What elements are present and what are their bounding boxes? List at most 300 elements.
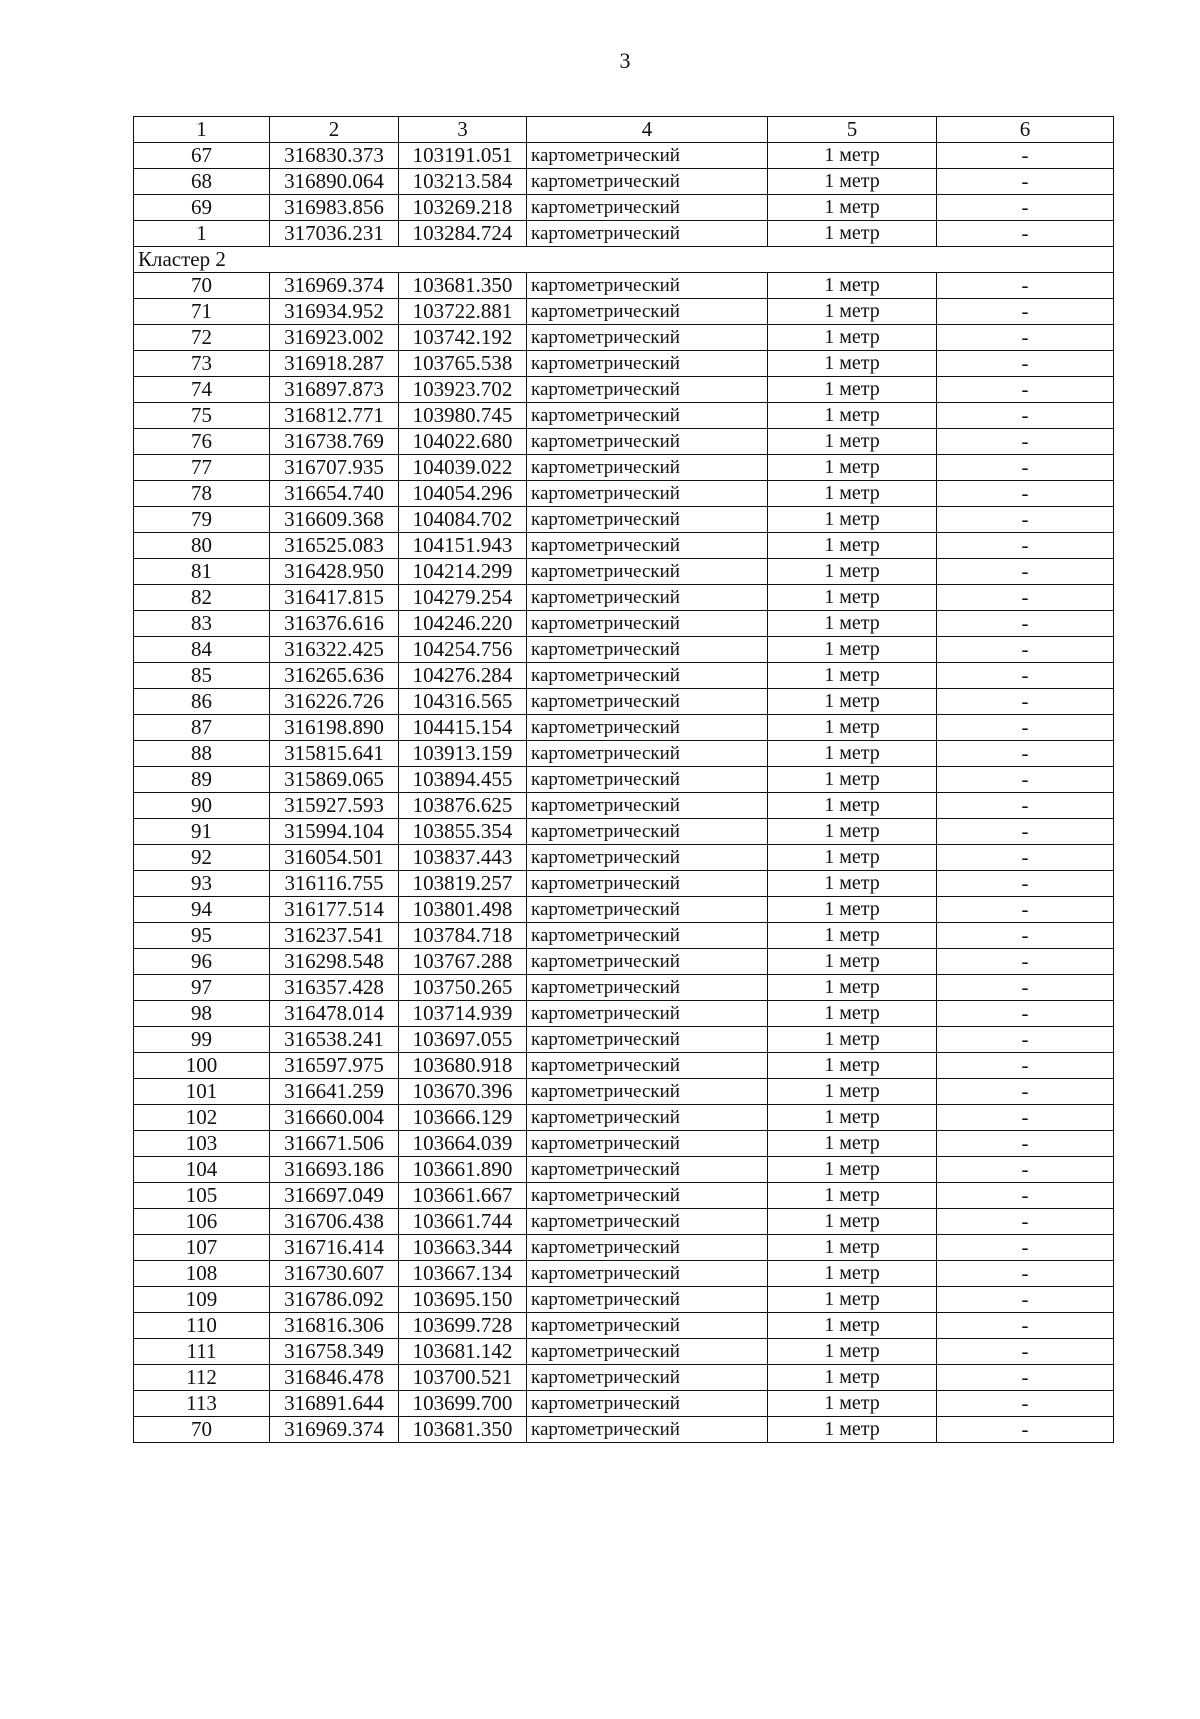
x-coordinate-cell: 316322.425: [270, 637, 399, 663]
method-cell: картометрический: [527, 1235, 768, 1261]
y-coordinate-cell: 103750.265: [399, 975, 527, 1001]
point-number-cell: 70: [134, 1417, 270, 1443]
method-cell: картометрический: [527, 1105, 768, 1131]
y-coordinate-cell: 103855.354: [399, 819, 527, 845]
point-number-cell: 89: [134, 767, 270, 793]
accuracy-cell: 1 метр: [768, 1287, 937, 1313]
header-cell-1: 1: [134, 117, 270, 143]
y-coordinate-cell: 103663.344: [399, 1235, 527, 1261]
note-cell: -: [937, 1027, 1114, 1053]
header-cell-2: 2: [270, 117, 399, 143]
table-row: [134, 403, 1114, 429]
method-cell: картометрический: [527, 689, 768, 715]
y-coordinate-cell: 103765.538: [399, 351, 527, 377]
table-row: [134, 299, 1114, 325]
note-cell: -: [937, 611, 1114, 637]
point-number-cell: 76: [134, 429, 270, 455]
y-coordinate-cell: 103913.159: [399, 741, 527, 767]
y-coordinate-cell: 103819.257: [399, 871, 527, 897]
accuracy-cell: 1 метр: [768, 481, 937, 507]
table-row: [134, 1287, 1114, 1313]
y-coordinate-cell: 103980.745: [399, 403, 527, 429]
accuracy-cell: 1 метр: [768, 507, 937, 533]
method-cell: картометрический: [527, 351, 768, 377]
header-cell-5: 5: [768, 117, 937, 143]
point-number-cell: 88: [134, 741, 270, 767]
table-row: [134, 1027, 1114, 1053]
accuracy-cell: 1 метр: [768, 1209, 937, 1235]
y-coordinate-cell: 104415.154: [399, 715, 527, 741]
note-cell: -: [937, 1079, 1114, 1105]
y-coordinate-cell: 103714.939: [399, 1001, 527, 1027]
table-row: [134, 195, 1114, 221]
x-coordinate-cell: 316934.952: [270, 299, 399, 325]
accuracy-cell: 1 метр: [768, 273, 937, 299]
method-cell: картометрический: [527, 403, 768, 429]
note-cell: -: [937, 1131, 1114, 1157]
note-cell: -: [937, 1313, 1114, 1339]
method-cell: картометрический: [527, 897, 768, 923]
note-cell: -: [937, 299, 1114, 325]
point-number-cell: 109: [134, 1287, 270, 1313]
table-row: [134, 351, 1114, 377]
x-coordinate-cell: 316265.636: [270, 663, 399, 689]
x-coordinate-cell: 316177.514: [270, 897, 399, 923]
table-row: [134, 1001, 1114, 1027]
point-number-cell: 77: [134, 455, 270, 481]
note-cell: -: [937, 741, 1114, 767]
point-number-cell: 103: [134, 1131, 270, 1157]
point-number-cell: 86: [134, 689, 270, 715]
header-cell-4: 4: [527, 117, 768, 143]
method-cell: картометрический: [527, 377, 768, 403]
note-cell: -: [937, 1209, 1114, 1235]
note-cell: -: [937, 325, 1114, 351]
accuracy-cell: 1 метр: [768, 533, 937, 559]
method-cell: картометрический: [527, 507, 768, 533]
y-coordinate-cell: 103681.142: [399, 1339, 527, 1365]
accuracy-cell: 1 метр: [768, 377, 937, 403]
x-coordinate-cell: 316730.607: [270, 1261, 399, 1287]
accuracy-cell: 1 метр: [768, 715, 937, 741]
y-coordinate-cell: 104039.022: [399, 455, 527, 481]
accuracy-cell: 1 метр: [768, 559, 937, 585]
point-number-cell: 93: [134, 871, 270, 897]
note-cell: -: [937, 923, 1114, 949]
point-number-cell: 75: [134, 403, 270, 429]
x-coordinate-cell: 316897.873: [270, 377, 399, 403]
x-coordinate-cell: 316706.438: [270, 1209, 399, 1235]
table-row: [134, 1209, 1114, 1235]
y-coordinate-cell: 104279.254: [399, 585, 527, 611]
x-coordinate-cell: 316198.890: [270, 715, 399, 741]
accuracy-cell: 1 метр: [768, 221, 937, 247]
x-coordinate-cell: 316597.975: [270, 1053, 399, 1079]
accuracy-cell: 1 метр: [768, 1391, 937, 1417]
method-cell: картометрический: [527, 1339, 768, 1365]
y-coordinate-cell: 104254.756: [399, 637, 527, 663]
table-row: [134, 611, 1114, 637]
note-cell: -: [937, 949, 1114, 975]
note-cell: -: [937, 637, 1114, 663]
point-number-cell: 102: [134, 1105, 270, 1131]
note-cell: -: [937, 1105, 1114, 1131]
note-cell: -: [937, 1053, 1114, 1079]
table-row: [134, 1261, 1114, 1287]
x-coordinate-cell: 316609.368: [270, 507, 399, 533]
header-cell-3: 3: [399, 117, 527, 143]
point-number-cell: 72: [134, 325, 270, 351]
note-cell: -: [937, 377, 1114, 403]
accuracy-cell: 1 метр: [768, 1183, 937, 1209]
y-coordinate-cell: 103767.288: [399, 949, 527, 975]
accuracy-cell: 1 метр: [768, 1105, 937, 1131]
x-coordinate-cell: 316693.186: [270, 1157, 399, 1183]
method-cell: картометрический: [527, 871, 768, 897]
note-cell: -: [937, 975, 1114, 1001]
point-number-cell: 81: [134, 559, 270, 585]
table-row: [134, 1313, 1114, 1339]
accuracy-cell: 1 метр: [768, 871, 937, 897]
point-number-cell: 96: [134, 949, 270, 975]
table-row: [134, 273, 1114, 299]
method-cell: картометрический: [527, 715, 768, 741]
note-cell: -: [937, 871, 1114, 897]
method-cell: картометрический: [527, 533, 768, 559]
note-cell: -: [937, 1261, 1114, 1287]
note-cell: -: [937, 845, 1114, 871]
x-coordinate-cell: 316054.501: [270, 845, 399, 871]
page-number: 3: [619, 48, 631, 73]
x-coordinate-cell: 316116.755: [270, 871, 399, 897]
method-cell: картометрический: [527, 741, 768, 767]
x-coordinate-cell: 317036.231: [270, 221, 399, 247]
method-cell: картометрический: [527, 1131, 768, 1157]
x-coordinate-cell: 316969.374: [270, 1417, 399, 1443]
note-cell: -: [937, 429, 1114, 455]
method-cell: картометрический: [527, 819, 768, 845]
point-number-cell: 104: [134, 1157, 270, 1183]
y-coordinate-cell: 103697.055: [399, 1027, 527, 1053]
accuracy-cell: 1 метр: [768, 1313, 937, 1339]
x-coordinate-cell: 316983.856: [270, 195, 399, 221]
table-row: [134, 975, 1114, 1001]
table-row: [134, 637, 1114, 663]
accuracy-cell: 1 метр: [768, 949, 937, 975]
table-row: [134, 949, 1114, 975]
note-cell: -: [937, 559, 1114, 585]
point-number-cell: 108: [134, 1261, 270, 1287]
accuracy-cell: 1 метр: [768, 351, 937, 377]
method-cell: картометрический: [527, 273, 768, 299]
table-row: [134, 1391, 1114, 1417]
x-coordinate-cell: 316237.541: [270, 923, 399, 949]
y-coordinate-cell: 103742.192: [399, 325, 527, 351]
table-row: [134, 741, 1114, 767]
table-row: [134, 533, 1114, 559]
method-cell: картометрический: [527, 949, 768, 975]
accuracy-cell: 1 метр: [768, 585, 937, 611]
accuracy-cell: 1 метр: [768, 819, 937, 845]
cluster-label: Кластер 2: [134, 247, 1114, 273]
accuracy-cell: 1 метр: [768, 455, 937, 481]
y-coordinate-cell: 104276.284: [399, 663, 527, 689]
accuracy-cell: 1 метр: [768, 169, 937, 195]
x-coordinate-cell: 316891.644: [270, 1391, 399, 1417]
y-coordinate-cell: 103876.625: [399, 793, 527, 819]
point-number-cell: 98: [134, 1001, 270, 1027]
y-coordinate-cell: 104151.943: [399, 533, 527, 559]
accuracy-cell: 1 метр: [768, 1131, 937, 1157]
y-coordinate-cell: 103667.134: [399, 1261, 527, 1287]
table-row: [134, 663, 1114, 689]
y-coordinate-cell: 104084.702: [399, 507, 527, 533]
point-number-cell: 73: [134, 351, 270, 377]
x-coordinate-cell: 316357.428: [270, 975, 399, 1001]
table-row: [134, 1183, 1114, 1209]
accuracy-cell: 1 метр: [768, 403, 937, 429]
method-cell: картометрический: [527, 481, 768, 507]
method-cell: картометрический: [527, 143, 768, 169]
y-coordinate-cell: 103923.702: [399, 377, 527, 403]
point-number-cell: 1: [134, 221, 270, 247]
point-number-cell: 78: [134, 481, 270, 507]
note-cell: -: [937, 143, 1114, 169]
note-cell: -: [937, 481, 1114, 507]
x-coordinate-cell: 316226.726: [270, 689, 399, 715]
point-number-cell: 112: [134, 1365, 270, 1391]
note-cell: -: [937, 819, 1114, 845]
note-cell: -: [937, 1365, 1114, 1391]
table-row: [134, 481, 1114, 507]
point-number-cell: 82: [134, 585, 270, 611]
x-coordinate-cell: 316417.815: [270, 585, 399, 611]
table-row: [134, 715, 1114, 741]
y-coordinate-cell: 103681.350: [399, 273, 527, 299]
note-cell: -: [937, 455, 1114, 481]
point-number-cell: 107: [134, 1235, 270, 1261]
x-coordinate-cell: 316758.349: [270, 1339, 399, 1365]
method-cell: картометрический: [527, 923, 768, 949]
y-coordinate-cell: 103661.667: [399, 1183, 527, 1209]
x-coordinate-cell: 316538.241: [270, 1027, 399, 1053]
accuracy-cell: 1 метр: [768, 1079, 937, 1105]
note-cell: -: [937, 169, 1114, 195]
table-row: [134, 455, 1114, 481]
accuracy-cell: 1 метр: [768, 143, 937, 169]
point-number-cell: 113: [134, 1391, 270, 1417]
point-number-cell: 80: [134, 533, 270, 559]
y-coordinate-cell: 103699.728: [399, 1313, 527, 1339]
table-row: [134, 1053, 1114, 1079]
y-coordinate-cell: 103670.396: [399, 1079, 527, 1105]
note-cell: -: [937, 715, 1114, 741]
x-coordinate-cell: 315815.641: [270, 741, 399, 767]
note-cell: -: [937, 793, 1114, 819]
point-number-cell: 97: [134, 975, 270, 1001]
method-cell: картометрический: [527, 429, 768, 455]
method-cell: картометрический: [527, 455, 768, 481]
accuracy-cell: 1 метр: [768, 1053, 937, 1079]
y-coordinate-cell: 103213.584: [399, 169, 527, 195]
note-cell: -: [937, 1287, 1114, 1313]
y-coordinate-cell: 103680.918: [399, 1053, 527, 1079]
accuracy-cell: 1 метр: [768, 1339, 937, 1365]
table-row: [134, 845, 1114, 871]
note-cell: -: [937, 273, 1114, 299]
coordinates-table-body: [134, 117, 1114, 1443]
accuracy-cell: 1 метр: [768, 299, 937, 325]
method-cell: картометрический: [527, 1209, 768, 1235]
note-cell: -: [937, 897, 1114, 923]
y-coordinate-cell: 104054.296: [399, 481, 527, 507]
table-row: [134, 689, 1114, 715]
method-cell: картометрический: [527, 195, 768, 221]
note-cell: -: [937, 533, 1114, 559]
y-coordinate-cell: 103700.521: [399, 1365, 527, 1391]
y-coordinate-cell: 104022.680: [399, 429, 527, 455]
table-row: [134, 1339, 1114, 1365]
cluster-label-row: [134, 247, 1114, 273]
y-coordinate-cell: 103837.443: [399, 845, 527, 871]
method-cell: картометрический: [527, 169, 768, 195]
method-cell: картометрический: [527, 325, 768, 351]
y-coordinate-cell: 103191.051: [399, 143, 527, 169]
method-cell: картометрический: [527, 611, 768, 637]
note-cell: -: [937, 1183, 1114, 1209]
accuracy-cell: 1 метр: [768, 689, 937, 715]
x-coordinate-cell: 316923.002: [270, 325, 399, 351]
point-number-cell: 100: [134, 1053, 270, 1079]
y-coordinate-cell: 103784.718: [399, 923, 527, 949]
method-cell: картометрический: [527, 637, 768, 663]
table-row: [134, 871, 1114, 897]
accuracy-cell: 1 метр: [768, 897, 937, 923]
point-number-cell: 71: [134, 299, 270, 325]
point-number-cell: 105: [134, 1183, 270, 1209]
x-coordinate-cell: 316716.414: [270, 1235, 399, 1261]
y-coordinate-cell: 103664.039: [399, 1131, 527, 1157]
note-cell: -: [937, 221, 1114, 247]
note-cell: -: [937, 663, 1114, 689]
point-number-cell: 74: [134, 377, 270, 403]
x-coordinate-cell: 315869.065: [270, 767, 399, 793]
method-cell: картометрический: [527, 1157, 768, 1183]
note-cell: -: [937, 689, 1114, 715]
x-coordinate-cell: 316428.950: [270, 559, 399, 585]
note-cell: -: [937, 767, 1114, 793]
method-cell: картометрический: [527, 1079, 768, 1105]
x-coordinate-cell: 315927.593: [270, 793, 399, 819]
point-number-cell: 92: [134, 845, 270, 871]
accuracy-cell: 1 метр: [768, 923, 937, 949]
accuracy-cell: 1 метр: [768, 1261, 937, 1287]
table-row: [134, 169, 1114, 195]
x-coordinate-cell: 316654.740: [270, 481, 399, 507]
y-coordinate-cell: 104246.220: [399, 611, 527, 637]
y-coordinate-cell: 104214.299: [399, 559, 527, 585]
table-row: [134, 1079, 1114, 1105]
table-row: [134, 559, 1114, 585]
note-cell: -: [937, 1157, 1114, 1183]
accuracy-cell: 1 метр: [768, 767, 937, 793]
y-coordinate-cell: 103801.498: [399, 897, 527, 923]
table-row: [134, 897, 1114, 923]
x-coordinate-cell: 316660.004: [270, 1105, 399, 1131]
note-cell: -: [937, 585, 1114, 611]
table-row: [134, 1417, 1114, 1443]
table-row: [134, 377, 1114, 403]
method-cell: картометрический: [527, 793, 768, 819]
coordinates-table: [133, 116, 1114, 1443]
table-row: [134, 1157, 1114, 1183]
accuracy-cell: 1 метр: [768, 975, 937, 1001]
x-coordinate-cell: 316786.092: [270, 1287, 399, 1313]
method-cell: картометрический: [527, 299, 768, 325]
note-cell: -: [937, 1417, 1114, 1443]
accuracy-cell: 1 метр: [768, 741, 937, 767]
note-cell: -: [937, 1001, 1114, 1027]
table-row: [134, 221, 1114, 247]
note-cell: -: [937, 351, 1114, 377]
point-number-cell: 67: [134, 143, 270, 169]
x-coordinate-cell: 315994.104: [270, 819, 399, 845]
table-row: [134, 1131, 1114, 1157]
x-coordinate-cell: 316969.374: [270, 273, 399, 299]
y-coordinate-cell: 103681.350: [399, 1417, 527, 1443]
accuracy-cell: 1 метр: [768, 325, 937, 351]
method-cell: картометрический: [527, 1417, 768, 1443]
table-row: [134, 767, 1114, 793]
accuracy-cell: 1 метр: [768, 1417, 937, 1443]
accuracy-cell: 1 метр: [768, 637, 937, 663]
point-number-cell: 90: [134, 793, 270, 819]
x-coordinate-cell: 316890.064: [270, 169, 399, 195]
point-number-cell: 84: [134, 637, 270, 663]
x-coordinate-cell: 316298.548: [270, 949, 399, 975]
y-coordinate-cell: 103894.455: [399, 767, 527, 793]
accuracy-cell: 1 метр: [768, 429, 937, 455]
x-coordinate-cell: 316671.506: [270, 1131, 399, 1157]
method-cell: картометрический: [527, 1183, 768, 1209]
x-coordinate-cell: 316641.259: [270, 1079, 399, 1105]
method-cell: картометрический: [527, 845, 768, 871]
point-number-cell: 69: [134, 195, 270, 221]
x-coordinate-cell: 316478.014: [270, 1001, 399, 1027]
method-cell: картометрический: [527, 1313, 768, 1339]
y-coordinate-cell: 103722.881: [399, 299, 527, 325]
accuracy-cell: 1 метр: [768, 1365, 937, 1391]
accuracy-cell: 1 метр: [768, 611, 937, 637]
point-number-cell: 99: [134, 1027, 270, 1053]
table-row: [134, 1235, 1114, 1261]
table-row: [134, 819, 1114, 845]
header-row: [134, 117, 1114, 143]
method-cell: картометрический: [527, 1027, 768, 1053]
table-row: [134, 429, 1114, 455]
point-number-cell: 106: [134, 1209, 270, 1235]
method-cell: картометрический: [527, 1365, 768, 1391]
point-number-cell: 91: [134, 819, 270, 845]
method-cell: картометрический: [527, 1001, 768, 1027]
table-row: [134, 793, 1114, 819]
y-coordinate-cell: 103666.129: [399, 1105, 527, 1131]
accuracy-cell: 1 метр: [768, 663, 937, 689]
accuracy-cell: 1 метр: [768, 195, 937, 221]
point-number-cell: 94: [134, 897, 270, 923]
x-coordinate-cell: 316738.769: [270, 429, 399, 455]
x-coordinate-cell: 316376.616: [270, 611, 399, 637]
